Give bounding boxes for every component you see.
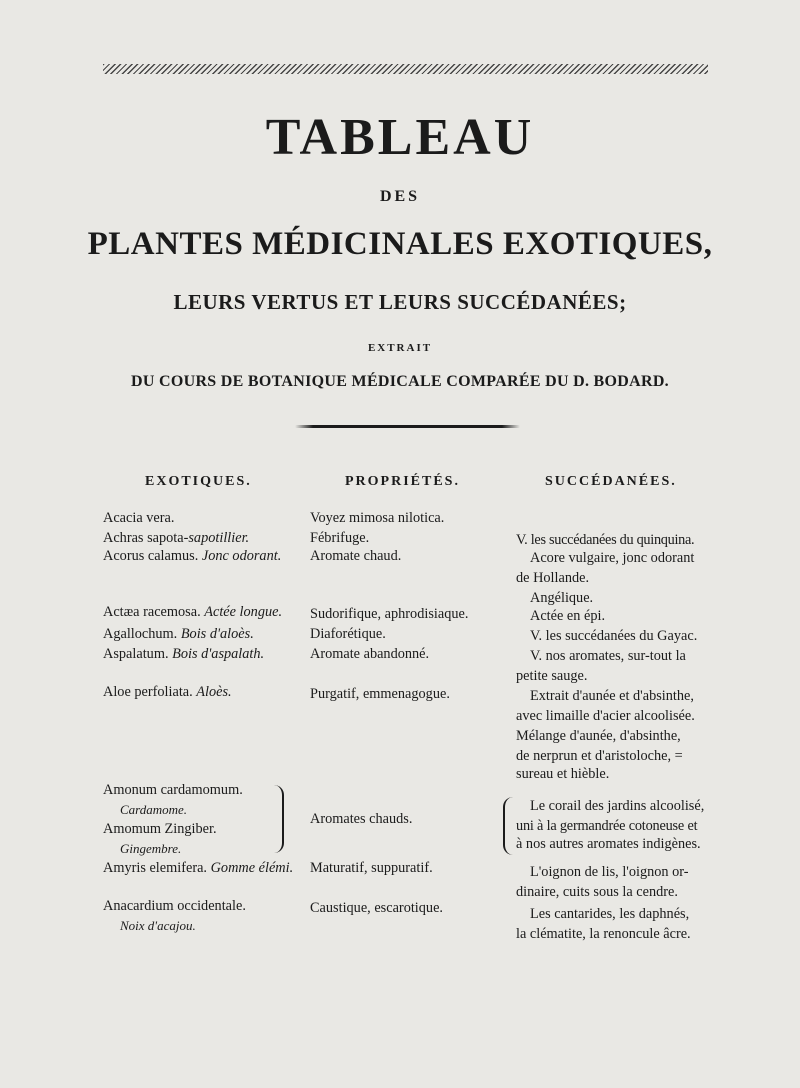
column-header-succedanees: SUCCÉDANÉES. bbox=[545, 474, 677, 489]
page-title: TABLEAU bbox=[265, 109, 535, 166]
propriete-entry: Maturatif, suppuratif. bbox=[310, 860, 433, 876]
exotique-entry: Amonum cardamomum. bbox=[103, 782, 243, 798]
propriete-entry: Purgatif, emmenagogue. bbox=[310, 686, 450, 702]
succedanee-entry: la clématite, la renoncule âcre. bbox=[516, 926, 691, 942]
exotique-entry: Aloe perfoliata. Aloès. bbox=[103, 684, 232, 700]
succedanee-entry: V. nos aromates, sur-tout la bbox=[530, 648, 686, 664]
succedanee-entry: avec limaille d'acier alcoolisée. bbox=[516, 708, 695, 724]
succedanee-entry: petite sauge. bbox=[516, 668, 588, 684]
propriete-entry: Fébrifuge. bbox=[310, 530, 370, 546]
propriete-entry: Aromate chaud. bbox=[310, 548, 402, 564]
exotique-entry: Agallochum. Bois d'aloès. bbox=[103, 626, 254, 642]
succedanee-entry: dinaire, cuits sous la cendre. bbox=[516, 884, 678, 900]
succedanee-entry: Extrait d'aunée et d'absinthe, bbox=[530, 688, 694, 704]
succedanee-entry: Mélange d'aunée, d'absinthe, bbox=[516, 728, 681, 744]
succedanee-entry: uni à la germandrée cotoneuse et bbox=[516, 818, 698, 834]
exotique-entry: Acorus calamus. Jonc odorant. bbox=[103, 548, 282, 564]
title-connector: DES bbox=[379, 188, 421, 205]
propriete-entry: Aromates chauds. bbox=[310, 811, 413, 827]
succedanee-entry: sureau et hièble. bbox=[516, 766, 610, 782]
course-title: DU COURS DE BOTANIQUE MÉDICALE COMPARÉE DU D. BODARD. bbox=[130, 373, 669, 390]
succedanee-entry: à nos autres aromates indigènes. bbox=[516, 836, 701, 852]
propriete-entry: Sudorifique, aphrodisiaque. bbox=[310, 606, 469, 622]
column-header-exotiques: EXOTIQUES. bbox=[145, 474, 252, 489]
exotique-entry: Achras sapota-sapotillier. bbox=[103, 530, 250, 546]
main-title: PLANTES MÉDICINALES EXOTIQUES, bbox=[87, 226, 713, 262]
propriete-entry: Diaforétique. bbox=[310, 626, 386, 642]
exotique-entry: Anacardium occidentale. bbox=[103, 898, 246, 914]
exotique-entry: Amyris elemifera. Gomme élémi. bbox=[103, 860, 294, 876]
propriete-entry: Caustique, escarotique. bbox=[310, 900, 444, 916]
succedanee-entry: de Hollande. bbox=[516, 570, 590, 586]
succedanee-entry: V. les succédanées du Gayac. bbox=[530, 628, 698, 644]
grouping-brace bbox=[274, 785, 284, 853]
exotique-common-name: Noix d'acajou. bbox=[120, 918, 196, 933]
extrait-label: EXTRAIT bbox=[367, 342, 433, 354]
propriete-entry: Aromate abandonné. bbox=[310, 646, 430, 662]
exotique-entry: Actæa racemosa. Actée longue. bbox=[103, 604, 283, 620]
succedanee-entry: Les cantarides, les daphnés, bbox=[530, 906, 690, 922]
succedanee-entry: Acore vulgaire, jonc odorant bbox=[530, 550, 695, 566]
propriete-entry: Voyez mimosa nilotica. bbox=[310, 510, 445, 526]
decorative-rule bbox=[295, 425, 520, 428]
succedanee-entry: Angélique. bbox=[530, 590, 594, 606]
exotique-entry: Aspalatum. Bois d'aspalath. bbox=[103, 646, 265, 662]
succedanee-entry: Actée en épi. bbox=[530, 608, 606, 624]
column-header-proprietes: PROPRIÉTÉS. bbox=[345, 474, 460, 489]
subtitle: LEURS VERTUS ET LEURS SUCCÉDANÉES; bbox=[173, 290, 627, 314]
exotique-entry: Amomum Zingiber. bbox=[103, 821, 217, 837]
exotique-entry: Acacia vera. bbox=[103, 510, 175, 526]
decorative-border bbox=[103, 64, 708, 74]
grouping-brace bbox=[503, 797, 513, 855]
succedanee-entry: L'oignon de lis, l'oignon or- bbox=[530, 864, 689, 880]
exotique-common-name: Cardamome. bbox=[120, 802, 188, 817]
succedanee-entry: Le corail des jardins alcoolisé, bbox=[530, 798, 705, 814]
succedanee-entry: V. les succédanées du quinquina. bbox=[516, 532, 695, 548]
succedanee-entry: de nerprun et d'aristoloche, = bbox=[516, 748, 683, 764]
exotique-common-name: Gingembre. bbox=[120, 841, 182, 856]
